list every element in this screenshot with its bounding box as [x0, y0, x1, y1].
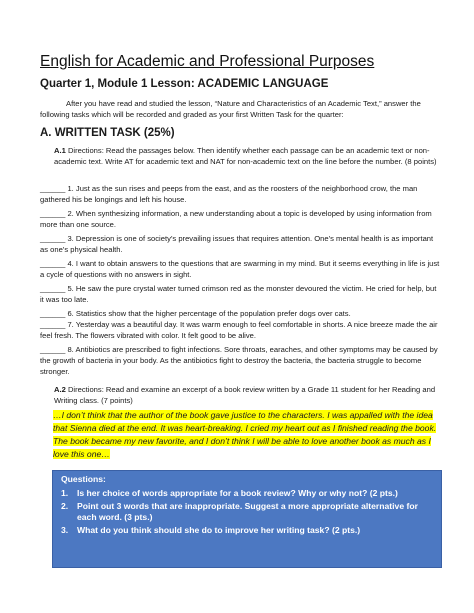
passage-item-4: ______ 4. I want to obtain answers to the questions that are swarming in my mind. But it seems everything in life is just a cycle of questions with no answers in sight.	[40, 259, 440, 279]
intro-paragraph: After you have read and studied the lesson, “Nature and Characteristics of an Academic Text,” answer the following tasks which will be recorded and graded as your first Written Task for the quarter:	[40, 99, 421, 119]
questions-heading: Questions:	[61, 474, 106, 484]
questions-box	[52, 470, 442, 568]
excerpt-highlight: …I don’t think that the author of the book gave justice to the characters. I was appalled with the idea that Sienna died at the end. It was heart-breaking. I cried my heart out as I finished reading the book. The book became my new favorite, and I don’t think I will be able to love another book as much as I love this one…	[53, 410, 437, 459]
question-number: 3.	[61, 525, 69, 535]
passage-item-3: ______ 3. Depression is one of society’s prevailing issues that requires attention. One’s mental health is as important as one’s physical health.	[40, 234, 434, 254]
question-1	[61, 488, 433, 499]
document-title: English for Academic and Professional Purposes	[40, 53, 375, 70]
task-a2-directions	[54, 384, 438, 406]
question-number: 2.	[61, 501, 69, 511]
passage-list	[40, 183, 442, 380]
passage-item-6: ______ 6. Statistics show that the higher percentage of the population prefer dogs over cats.	[40, 309, 351, 318]
passage-item-2: ______ 2. When synthesizing information, a new understanding about a topic is developed by using information from more than one source.	[40, 209, 432, 229]
task-a2-label: A.2	[54, 385, 66, 394]
lesson-subtitle: Quarter 1, Module 1 Lesson: ACADEMIC LANGUAGE	[40, 78, 329, 90]
question-number: 1.	[61, 488, 69, 498]
passage-item-1: ______ 1. Just as the sun rises and peeps from the east, and as the roosters of the neighborhood crow, the man gathered his be longings and left his house.	[40, 184, 418, 204]
question-text: What do you think should she do to improve her writing task? (2 pts.)	[77, 525, 361, 535]
task-a1-text: Directions: Read the passages below. Then identify whether each passage can be an academic text or non-academic text. Write AT for academic text and NAT for non-academic text on the line before the number. (8 points)	[54, 146, 437, 166]
section-heading: A. WRITTEN TASK (25%)	[40, 127, 175, 139]
passage-item-5: ______ 5. He saw the pure crystal water turned crimson red as the monster devoured the victim. He cried for help, but it was too late.	[40, 284, 437, 304]
task-a1-directions	[54, 145, 438, 167]
passage-item-8: ______ 8. Antibiotics are prescribed to fight infections. Sore throats, earaches, and other symptoms may be caused by the growth of bacteria in your body. As the antibiotics fight to destroy the bacteria, the bacteria struggle to become stronger.	[40, 345, 438, 376]
question-2	[61, 501, 433, 523]
question-text: Is her choice of words appropriate for a book review? Why or why not? (2 pts.)	[77, 488, 398, 498]
passage-item-7: ______ 7. Yesterday was a beautiful day. It was warm enough to feel comfortable in shorts. A nice breeze made the air feel fresh. The flowers vibrated with color. It felt good to be alive.	[40, 320, 438, 340]
book-review-excerpt	[53, 409, 441, 461]
task-a2-text: Directions: Read and examine an excerpt of a book review written by a Grade 11 student for her Reading and Writing class. (7 points)	[54, 385, 436, 405]
question-text: Point out 3 words that are inappropriate. Suggest a more appropriate alternative for each word. (3 pts.)	[77, 501, 418, 522]
question-3	[61, 525, 433, 536]
task-a1-label: A.1	[54, 146, 66, 155]
